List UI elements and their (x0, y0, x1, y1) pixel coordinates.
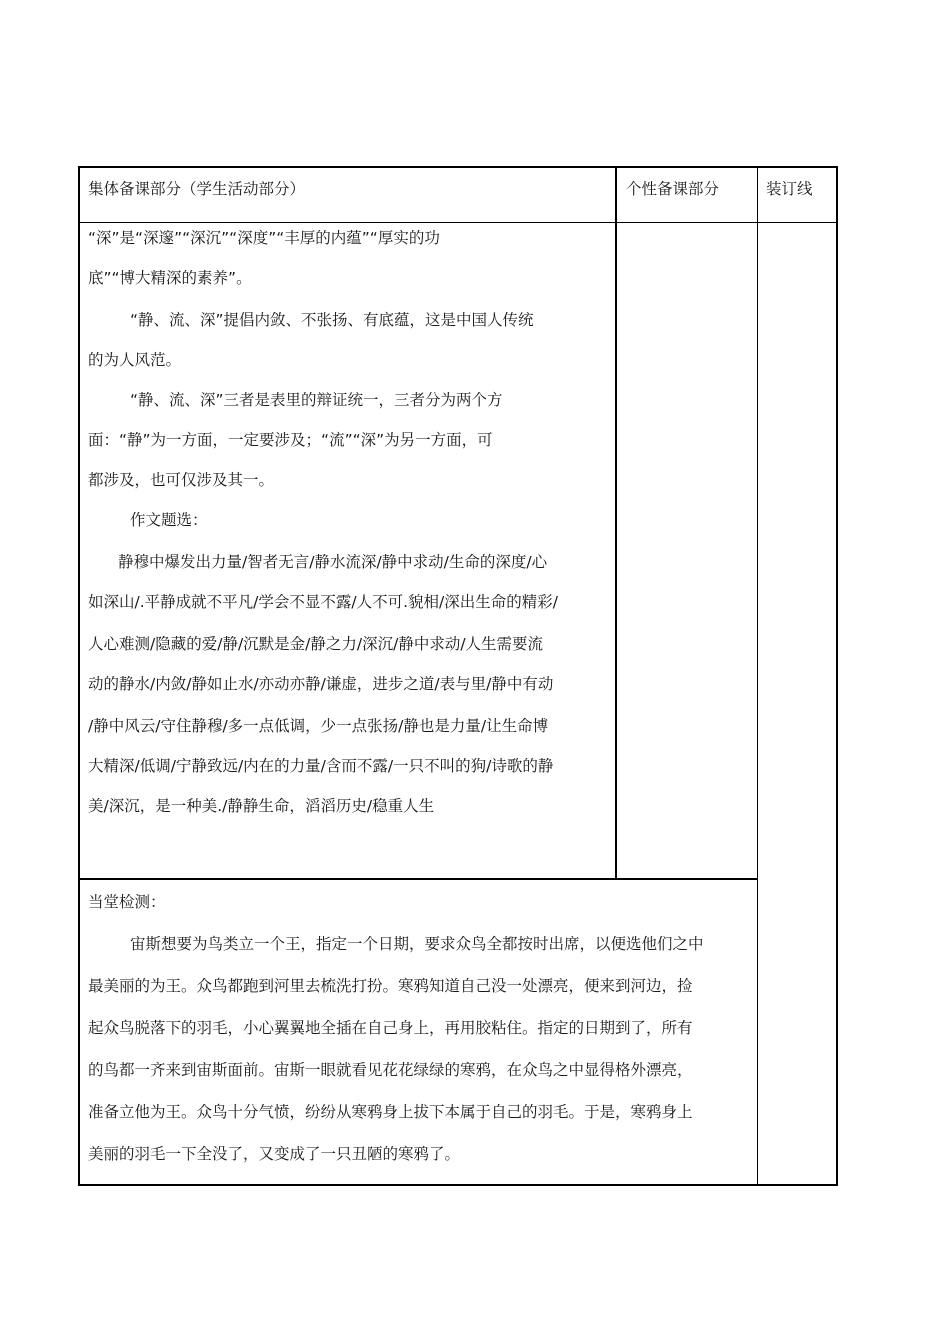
content-line: /静中风云/守住静穆/多一点低调，少一点张扬/静也是力量/让生命博 (88, 717, 549, 735)
column-divider-1 (615, 166, 617, 880)
test-content (88, 934, 753, 1174)
content-line: 人心难测/隐藏的爱/静/沉默是金/静之力/深沉/静中求动/人生需要流 (88, 635, 544, 653)
border-bottom (78, 1184, 838, 1186)
content-line: “深”是“深邃”“深沉”“深度”“丰厚的内蕴”“厚实的功 (88, 229, 440, 247)
content-line: “静、流、深”提倡内敛、不张扬、有底蕴，这是中国人传统 (130, 311, 534, 329)
test-title: 当堂检测： (88, 893, 166, 911)
lesson-plan-table (78, 166, 838, 1186)
content-line: “静、流、深”三者是表里的辩证统一，三者分为两个方 (130, 391, 503, 409)
header-divider (78, 222, 838, 223)
header-individual-prep: 个性备课部分 (626, 180, 720, 198)
test-line: 美丽的羽毛一下全没了，又变成了一只丑陋的寒鸦了。 (88, 1145, 461, 1163)
border-top (78, 166, 838, 168)
content-line: 美/深沉，是一种美./静静生命，滔滔历史/稳重人生 (88, 797, 435, 815)
header-collective-prep: 集体备课部分（学生活动部分） (88, 180, 306, 198)
content-line: 都涉及，也可仅涉及其一。 (88, 471, 275, 489)
content-line: 大精深/低调/宁静致远/内在的力量/含而不露/一只不叫的狗/诗歌的静 (88, 757, 554, 775)
test-line: 准备立他为王。众鸟十分气愤，纷纷从寒鸦身上拔下本属于自己的羽毛。于是，寒鸦身上 (88, 1103, 693, 1121)
test-line: 最美丽的为王。众鸟都跑到河里去梳洗打扮。寒鸦知道自己没一处漂亮，便来到河边，捡 (88, 977, 693, 995)
test-section-divider (78, 878, 758, 880)
content-line: 动的静水/内敛/静如止水/亦动亦静/谦虚，进步之道/表与里/静中有动 (88, 675, 554, 693)
content-line: 底”“博大精深的素养”。 (88, 269, 252, 287)
test-line: 起众鸟脱落下的羽毛，小心翼翼地全插在自己身上，再用胶粘住。指定的日期到了，所有 (88, 1019, 693, 1037)
main-content (88, 228, 608, 868)
border-left (78, 166, 80, 1186)
content-line: 的为人风范。 (88, 351, 182, 369)
test-line: 的鸟都一齐来到宙斯面前。宙斯一眼就看见花花绿绿的寒鸦，在众鸟之中显得格外漂亮， (88, 1061, 693, 1079)
column-divider-2 (757, 166, 758, 1186)
content-line: 静穆中爆发出力量/智者无言/静水流深/静中求动/生命的深度/心 (118, 553, 548, 571)
header-binding-line: 装订线 (766, 180, 813, 198)
test-line: 宙斯想要为鸟类立一个王，指定一个日期，要求众鸟全都按时出席，以便选他们之中 (130, 935, 704, 953)
border-right (836, 166, 838, 1186)
essay-topics-title: 作文题选： (130, 511, 208, 529)
content-line: 面：“静”为一方面，一定要涉及；“流”“深”为另一方面，可 (88, 431, 493, 449)
content-line: 如深山/.平静成就不平凡/学会不显不露/人不可.貌相/深出生命的精彩/ (88, 593, 558, 611)
